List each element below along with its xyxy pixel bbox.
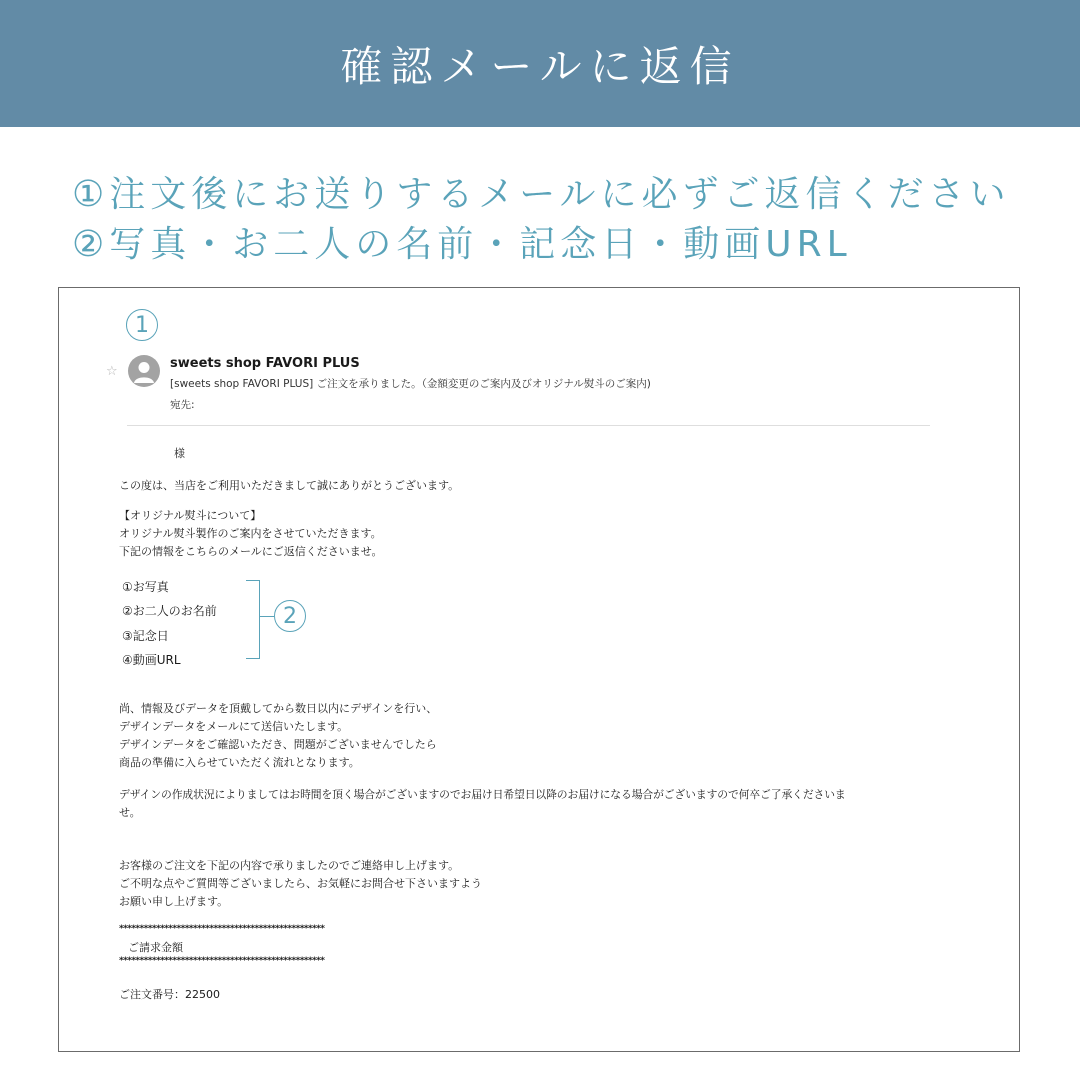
billing-heading: ご請求金額 (128, 941, 183, 954)
greeting-text: この度は、当店をご利用いただきまして誠にありがとうございます。 (119, 479, 460, 492)
star-icon[interactable]: ☆ (106, 364, 118, 379)
sender-avatar-icon (128, 355, 160, 387)
separator-top: ************************************************** (119, 924, 325, 934)
header-banner (0, 0, 1080, 127)
email-screenshot-frame (58, 287, 1020, 1052)
noshi-line-2: 下記の情報をこちらのメールにご返信くださいませ。 (119, 545, 383, 558)
design-line-2: デザインデータをメールにて送信いたします。 (119, 720, 349, 733)
request-item-video-url: ④動画URL (122, 653, 181, 667)
salutation: 様 (174, 447, 185, 460)
sender-name: sweets shop FAVORI PLUS (170, 356, 360, 371)
email-subject: [sweets shop FAVORI PLUS] ご注文を承りました。（金額変更のご案内及びオリジナル熨斗のご案内) (170, 378, 651, 390)
request-item-anniversary: ③記念日 (122, 629, 169, 643)
design-line-3: デザインデータをご確認いただき、問題がございませんでしたら (119, 738, 437, 751)
noshi-line-1: オリジナル熨斗製作のご案内をさせていただきます。 (119, 527, 382, 540)
bracket-connector (260, 616, 274, 617)
separator-bottom: ************************************************** (119, 956, 325, 966)
notice-line-2: せ。 (119, 806, 141, 819)
instructions (72, 170, 1011, 270)
order-line-1: お客様のご注文を下記の内容で承りましたのでご連絡申し上げます。 (119, 859, 460, 872)
order-line-3: お願い申し上げます。 (119, 895, 229, 908)
design-line-1: 尚、情報及びデータを頂戴してから数日以内にデザインを行い、 (119, 702, 438, 715)
instruction-line-2: ②写真・お二人の名前・記念日・動画URL (72, 224, 852, 265)
recipient-label: 宛先: (170, 399, 195, 411)
callout-marker-2: 2 (274, 600, 306, 632)
order-number: ご注文番号：22500 (119, 988, 220, 1001)
design-line-4: 商品の準備に入らせていただく流れとなります。 (119, 756, 360, 769)
notice-line-1: デザインの作成状況によりましてはお時間を頂く場合がございますのでお届け日希望日以降のお届けになる場合がございますので何卒ご了承くださいま (119, 788, 846, 801)
banner-title: 確認メールに返信 (340, 41, 740, 91)
bracket-annotation (246, 580, 260, 659)
noshi-heading: 【オリジナル熨斗について】 (119, 509, 262, 522)
order-line-2: ご不明な点やご質問等ございましたら、お気軽にお問合せ下さいますよう (119, 877, 482, 890)
callout-marker-1: 1 (126, 309, 158, 341)
instruction-line-1: ①注文後にお送りするメールに必ずご返信ください (72, 174, 1011, 215)
request-item-names: ②お二人のお名前 (122, 604, 217, 618)
request-item-photo: ①お写真 (122, 580, 169, 594)
header-divider (127, 425, 930, 426)
